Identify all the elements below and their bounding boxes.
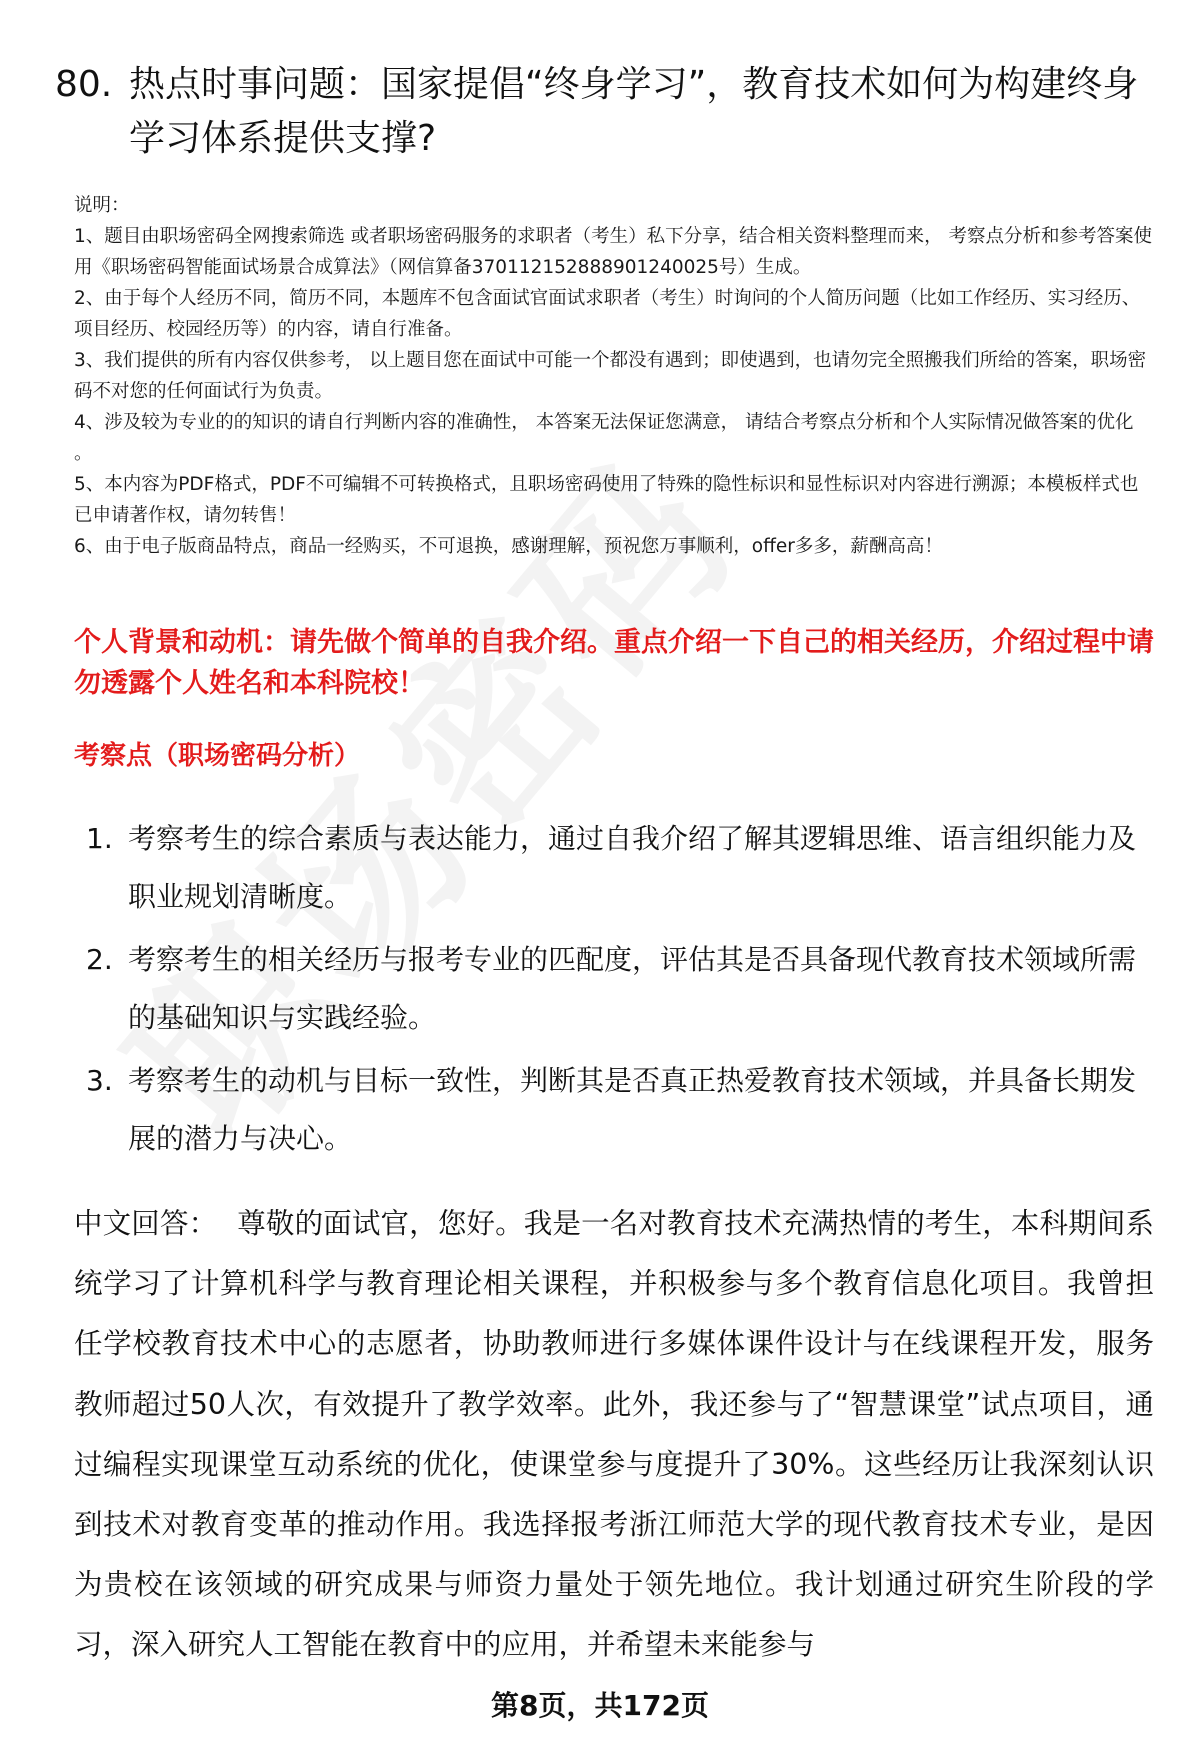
question-number: 80.: [55, 64, 113, 105]
answer-text: 尊敬的面试官，您好。我是一名对教育技术充满热情的考生，本科期间系统学习了计算机科学与教育理论相关课程，并积极参与多个教育信息化项目。我曾担任学校教育技术中心的志愿者，协助教师进行多媒体课件设计与在线课程开发，服务教师超过50人次，有效提升了教学效率。此外，我还参与了“智慧课堂”试点项目，通过编程实现课堂互动系统的优化，使课堂参与度提升了30%。这些经历让我深刻认识到技术对教育变革的推动作用。我选择报考浙江师范大学的现代教育技术专业，是因为贵校在该领域的研究成果与师资力量处于领先地位。我计划通过研究生阶段的学习，深入研究人工智能在教育中的应用，并希望未来能参与: [74, 1207, 1154, 1662]
answer-paragraph: [74, 1194, 1154, 1676]
analysis-point: [82, 810, 1144, 926]
notes-section: [74, 190, 1154, 562]
analysis-point: [82, 1052, 1144, 1168]
point-number: 2.: [86, 943, 113, 976]
notes-item: 3、我们提供的所有内容仅供参考， 以上题目您在面试中可能一个都没有遇到；即使遇到，也请勿完全照搬我们所给的答案，职场密码不对您的任何面试行为负责。: [74, 350, 1147, 402]
intro-prompt: 个人背景和动机：请先做个简单的自我介绍。重点介绍一下自己的相关经历，介绍过程中请勿透露个人姓名和本科院校！: [74, 627, 1154, 699]
point-text: 考察考生的相关经历与报考专业的匹配度，评估其是否具备现代教育技术领域所需的基础知识与实践经验。: [128, 943, 1137, 1034]
page-number: 第8页，共172页: [491, 1689, 709, 1722]
analysis-point: [82, 931, 1144, 1047]
analysis-heading: 考察点（职场密码分析）: [74, 741, 361, 771]
notes-heading: 说明：: [74, 195, 130, 216]
point-number: 1.: [86, 822, 113, 855]
notes-item: 5、本内容为PDF格式，PDF不可编辑不可转换格式，且职场密码使用了特殊的隐性标识和显性标识对内容进行溯源；本模板样式也已申请著作权，请勿转售！: [74, 474, 1139, 526]
notes-item: 2、由于每个人经历不同，简历不同，本题库不包含面试官面试求职者（考生）时询问的个人简历问题（比如工作经历、实习经历、项目经历、校园经历等）的内容，请自行准备。: [74, 288, 1141, 340]
analysis-points: [82, 810, 1144, 1173]
answer-label: 中文回答：: [74, 1207, 218, 1240]
point-number: 3.: [86, 1064, 113, 1097]
notes-item: 4、涉及较为专业的的知识的请自行判断内容的准确性， 本答案无法保证您满意， 请结合考察点分析和个人实际情况做答案的优化 。: [74, 412, 1134, 464]
notes-item: 1、题目由职场密码全网搜索筛选 或者职场密码服务的求职者（考生）私下分享，结合相关资料整理而来， 考察点分析和参考答案使用《职场密码智能面试场景合成算法》（网信算备370112152888901240025号）生成。: [74, 226, 1153, 278]
question-title: [55, 58, 1145, 166]
notes-item: 6、由于电子版商品特点，商品一经购买，不可退换，感谢理解，预祝您万事顺利，offer多多，薪酬高高！: [74, 536, 943, 557]
point-text: 考察考生的综合素质与表达能力，通过自我介绍了解其逻辑思维、语言组织能力及职业规划清晰度。: [128, 822, 1137, 913]
question-text: 热点时事问题：国家提倡“终身学习”，教育技术如何为构建终身学习体系提供支撑?: [129, 64, 1139, 159]
point-text: 考察考生的动机与目标一致性，判断其是否真正热爱教育技术领域，并具备长期发展的潜力与决心。: [128, 1064, 1137, 1155]
